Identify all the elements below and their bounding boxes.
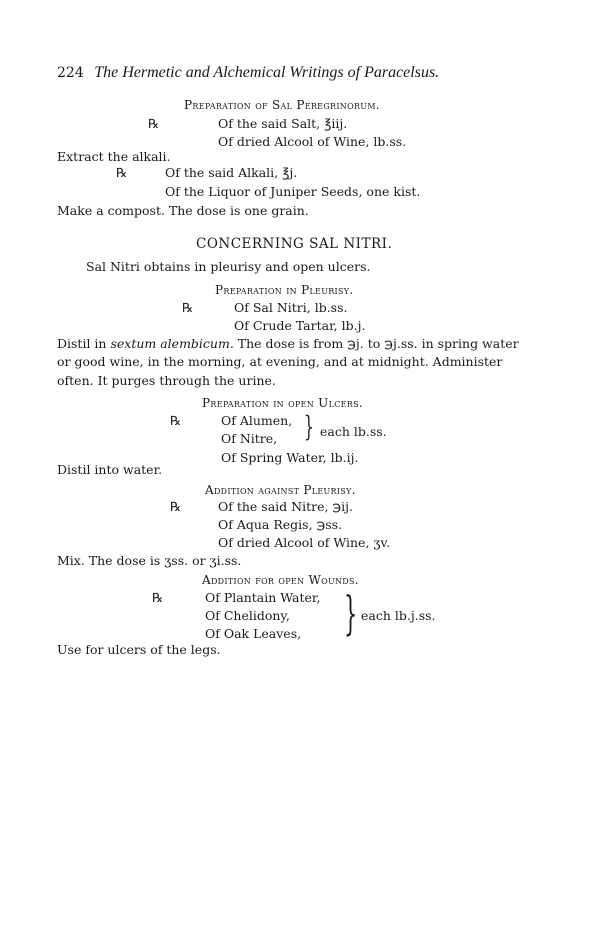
- paragraph-line: or good wine, in the morning, at evening, and at midnight. Administer: [57, 354, 503, 369]
- intro-text: Sal Nitri obtains in pleurisy and open ulcers.: [86, 259, 371, 274]
- ingredient-line: Of the Liquor of Juniper Seeds, one kist.: [165, 184, 421, 199]
- running-title: The Hermetic and Alchemical Writings of Paracelsus.: [94, 64, 440, 81]
- page-header: [57, 65, 439, 81]
- ingredient-line: Of Sal Nitri, lb.ss.: [234, 300, 348, 315]
- paragraph-text: Distil in: [57, 336, 111, 351]
- paragraph-line: [57, 336, 519, 352]
- brace-glyph: }: [304, 410, 314, 443]
- quantity-each: each lb.ss.: [320, 424, 387, 439]
- recipe-symbol: ℞: [148, 116, 160, 131]
- recipe-symbol: ℞: [152, 590, 164, 605]
- paragraph-line: often. It purges through the urine.: [57, 373, 276, 388]
- ingredient-line: Of Aqua Regis, ℈ss.: [218, 517, 343, 532]
- recipe-symbol: ℞: [170, 413, 182, 428]
- recipe-symbol: ℞: [182, 300, 194, 315]
- page-number: 224: [57, 65, 84, 81]
- instruction-text: Distil into water.: [57, 462, 163, 477]
- section-heading-pleurisy: Preparation in Pleurisy.: [215, 283, 354, 297]
- chapter-title: CONCERNING SAL NITRI.: [196, 236, 393, 252]
- ingredient-line: Of Alumen,: [221, 413, 293, 428]
- ingredient-line: Of dried Alcool of Wine, lb.ss.: [218, 134, 407, 149]
- ingredient-line: Of Spring Water, lb.ij.: [221, 450, 359, 465]
- italic-term: sextum alembicum.: [110, 336, 234, 351]
- instruction-text: Make a compost. The dose is one grain.: [57, 203, 309, 218]
- instruction-text: Use for ulcers of the legs.: [57, 642, 221, 657]
- ingredient-line: Of the said Salt, ℥iij.: [218, 116, 348, 131]
- quantity-each: each lb.j.ss.: [361, 608, 436, 623]
- recipe-symbol: ℞: [116, 165, 128, 180]
- recipe-symbol: ℞: [170, 499, 182, 514]
- section-heading-sal-peregrinorum: Preparation of Sal Peregrinorum.: [184, 98, 380, 112]
- ingredient-line: Of Plantain Water,: [205, 590, 321, 605]
- section-heading-addition-pleurisy: Addition against Pleurisy.: [205, 483, 356, 497]
- ingredient-line: Of dried Alcool of Wine, ʒv.: [218, 535, 390, 550]
- ingredient-line: Of Oak Leaves,: [205, 626, 302, 641]
- instruction-text: Extract the alkali.: [57, 149, 171, 164]
- ingredient-line: Of Chelidony,: [205, 608, 290, 623]
- instruction-text: Mix. The dose is ʒss. or ʒi.ss.: [57, 553, 242, 568]
- ingredient-line: Of Nitre,: [221, 431, 278, 446]
- section-heading-addition-wounds: Addition for open Wounds.: [202, 573, 359, 587]
- ingredient-line: Of the said Alkali, ℥j.: [165, 165, 298, 180]
- ingredient-line: Of Crude Tartar, lb.j.: [234, 318, 366, 333]
- paragraph-text: The dose is from ℈j. to ℈j.ss. in spring water: [233, 336, 519, 351]
- ingredient-line: Of the said Nitre, ℈ij.: [218, 499, 353, 514]
- section-heading-open-ulcers: Preparation in open Ulcers.: [202, 396, 363, 410]
- brace-glyph: }: [344, 586, 358, 640]
